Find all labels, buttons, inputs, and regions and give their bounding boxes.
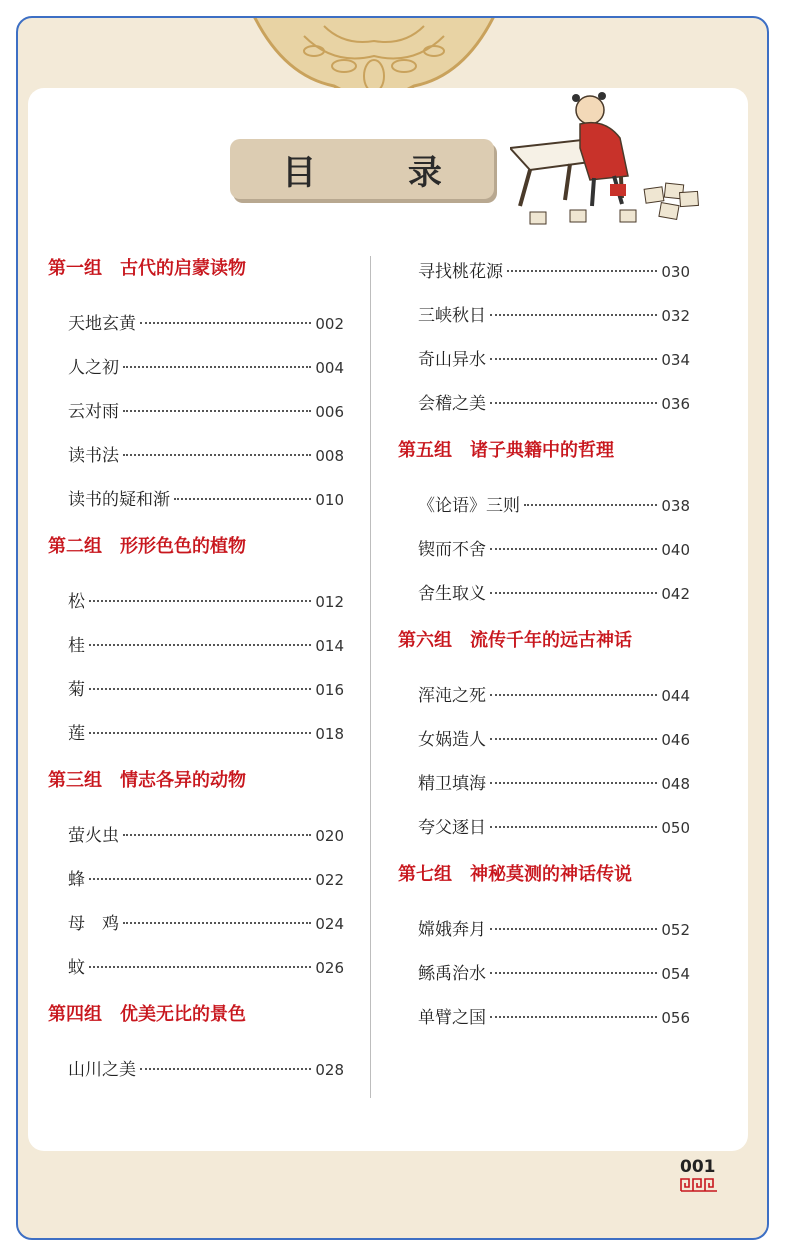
entry-title: 寻找桃花源 — [418, 262, 503, 282]
toc-entry[interactable] — [398, 908, 690, 952]
group-name: 古代的启蒙读物 — [120, 258, 246, 279]
entry-page-number: 022 — [315, 871, 344, 889]
group-number: 第七组 — [398, 864, 452, 885]
entry-page-number: 004 — [315, 359, 344, 377]
group-heading — [48, 250, 344, 288]
group-number: 第六组 — [398, 630, 452, 651]
entry-page-number: 046 — [661, 731, 690, 749]
entry-page-number: 008 — [315, 447, 344, 465]
entry-page-number: 044 — [661, 687, 690, 705]
dot-leader — [89, 732, 311, 734]
toc-entry[interactable] — [48, 434, 344, 478]
entry-title: 舍生取义 — [418, 584, 486, 604]
group-number: 第一组 — [48, 258, 102, 279]
entry-title: 母 鸡 — [68, 914, 119, 934]
entry-page-number: 036 — [661, 395, 690, 413]
entry-page-number: 032 — [661, 307, 690, 325]
group-number: 第四组 — [48, 1004, 102, 1025]
toc-entry[interactable] — [48, 580, 344, 624]
group-heading — [398, 432, 690, 470]
dot-leader — [490, 694, 657, 696]
dot-leader — [490, 592, 657, 594]
entry-page-number: 016 — [315, 681, 344, 699]
group-heading — [48, 762, 344, 800]
entry-title: 山川之美 — [68, 1060, 136, 1080]
child-studying-illustration-icon — [510, 88, 710, 228]
entry-page-number: 014 — [315, 637, 344, 655]
toc-title-box — [230, 139, 494, 199]
entry-title: 《论语》三则 — [418, 496, 520, 516]
entry-page-number: 024 — [315, 915, 344, 933]
dot-leader — [123, 922, 311, 924]
toc-entry[interactable] — [398, 528, 690, 572]
toc-entry[interactable] — [48, 858, 344, 902]
dot-leader — [123, 454, 311, 456]
toc-entry[interactable] — [48, 624, 344, 668]
entry-page-number: 056 — [661, 1009, 690, 1027]
toc-entry[interactable] — [48, 478, 344, 522]
dot-leader — [89, 966, 311, 968]
dot-leader — [140, 322, 311, 324]
page-title: 目 录 — [282, 152, 482, 193]
entry-title: 女娲造人 — [418, 730, 486, 750]
entry-title: 天地玄黄 — [68, 314, 136, 334]
entry-title: 云对雨 — [68, 402, 119, 422]
fret-ornament-icon — [680, 1178, 718, 1192]
dot-leader — [490, 972, 657, 974]
toc-column-right — [398, 250, 690, 1040]
entry-page-number: 042 — [661, 585, 690, 603]
toc-entry[interactable] — [398, 294, 690, 338]
dot-leader — [89, 600, 311, 602]
entry-page-number: 002 — [315, 315, 344, 333]
toc-entry[interactable] — [48, 390, 344, 434]
dot-leader — [89, 688, 311, 690]
entry-page-number: 020 — [315, 827, 344, 845]
dot-leader — [490, 738, 657, 740]
toc-entry[interactable] — [398, 250, 690, 294]
group-heading — [398, 856, 690, 894]
entry-title: 萤火虫 — [68, 826, 119, 846]
dot-leader — [123, 366, 311, 368]
entry-title: 三峡秋日 — [418, 306, 486, 326]
dot-leader — [140, 1068, 311, 1070]
entry-page-number: 026 — [315, 959, 344, 977]
toc-entry[interactable] — [48, 712, 344, 756]
toc-entry[interactable] — [48, 668, 344, 712]
group-number: 第二组 — [48, 536, 102, 557]
entry-page-number: 040 — [661, 541, 690, 559]
entry-title: 松 — [68, 592, 85, 612]
group-heading — [48, 996, 344, 1034]
group-number: 第五组 — [398, 440, 452, 461]
toc-entry[interactable] — [398, 762, 690, 806]
entry-title: 桂 — [68, 636, 85, 656]
entry-title: 单臂之国 — [418, 1008, 486, 1028]
dot-leader — [490, 928, 657, 930]
dot-leader — [490, 1016, 657, 1018]
toc-entry[interactable] — [48, 302, 344, 346]
toc-entry[interactable] — [398, 674, 690, 718]
toc-entry[interactable] — [48, 1048, 344, 1092]
entry-title: 人之初 — [68, 358, 119, 378]
entry-title: 会稽之美 — [418, 394, 486, 414]
dot-leader — [490, 402, 657, 404]
entry-page-number: 030 — [661, 263, 690, 281]
toc-entry[interactable] — [398, 952, 690, 996]
group-name: 优美无比的景色 — [120, 1004, 246, 1025]
entry-page-number: 048 — [661, 775, 690, 793]
dot-leader — [490, 548, 657, 550]
toc-entry[interactable] — [48, 346, 344, 390]
column-divider — [370, 256, 371, 1098]
entry-page-number: 038 — [661, 497, 690, 515]
group-heading — [48, 528, 344, 566]
toc-entry[interactable] — [48, 946, 344, 990]
dot-leader — [524, 504, 657, 506]
entry-page-number: 012 — [315, 593, 344, 611]
toc-column-left — [48, 250, 344, 1092]
page-number: 001 — [680, 1157, 716, 1177]
group-name: 情志各异的动物 — [120, 770, 246, 791]
toc-entry[interactable] — [398, 572, 690, 616]
entry-title: 嫦娥奔月 — [418, 920, 486, 940]
entry-page-number: 006 — [315, 403, 344, 421]
dot-leader — [174, 498, 311, 500]
entry-title: 读书的疑和渐 — [68, 490, 170, 510]
entry-title: 蚊 — [68, 958, 85, 978]
entry-title: 浑沌之死 — [418, 686, 486, 706]
toc-entry[interactable] — [398, 338, 690, 382]
entry-title: 锲而不舍 — [418, 540, 486, 560]
toc-entry[interactable] — [398, 996, 690, 1040]
dot-leader — [123, 834, 311, 836]
toc-entry[interactable] — [398, 806, 690, 850]
entry-page-number: 050 — [661, 819, 690, 837]
entry-title: 夸父逐日 — [418, 818, 486, 838]
group-heading — [398, 622, 690, 660]
dot-leader — [490, 358, 657, 360]
entry-title: 莲 — [68, 724, 85, 744]
toc-entry[interactable] — [398, 382, 690, 426]
toc-entry[interactable] — [398, 718, 690, 762]
entry-title: 鲧禹治水 — [418, 964, 486, 984]
dot-leader — [123, 410, 311, 412]
entry-page-number: 018 — [315, 725, 344, 743]
toc-entry[interactable] — [48, 902, 344, 946]
entry-title: 菊 — [68, 680, 85, 700]
entry-page-number: 052 — [661, 921, 690, 939]
entry-page-number: 010 — [315, 491, 344, 509]
entry-title: 精卫填海 — [418, 774, 486, 794]
entry-page-number: 054 — [661, 965, 690, 983]
entry-page-number: 028 — [315, 1061, 344, 1079]
dot-leader — [89, 644, 311, 646]
toc-entry[interactable] — [48, 814, 344, 858]
group-name: 形形色色的植物 — [120, 536, 246, 557]
dot-leader — [490, 314, 657, 316]
dot-leader — [490, 826, 657, 828]
dot-leader — [507, 270, 657, 272]
entry-title: 蜂 — [68, 870, 85, 890]
dot-leader — [490, 782, 657, 784]
group-name: 诸子典籍中的哲理 — [470, 440, 614, 461]
group-number: 第三组 — [48, 770, 102, 791]
entry-title: 奇山异水 — [418, 350, 486, 370]
group-name: 流传千年的远古神话 — [470, 630, 632, 651]
entry-page-number: 034 — [661, 351, 690, 369]
entry-title: 读书法 — [68, 446, 119, 466]
dot-leader — [89, 878, 311, 880]
toc-entry[interactable] — [398, 484, 690, 528]
group-name: 神秘莫测的神话传说 — [470, 864, 632, 885]
